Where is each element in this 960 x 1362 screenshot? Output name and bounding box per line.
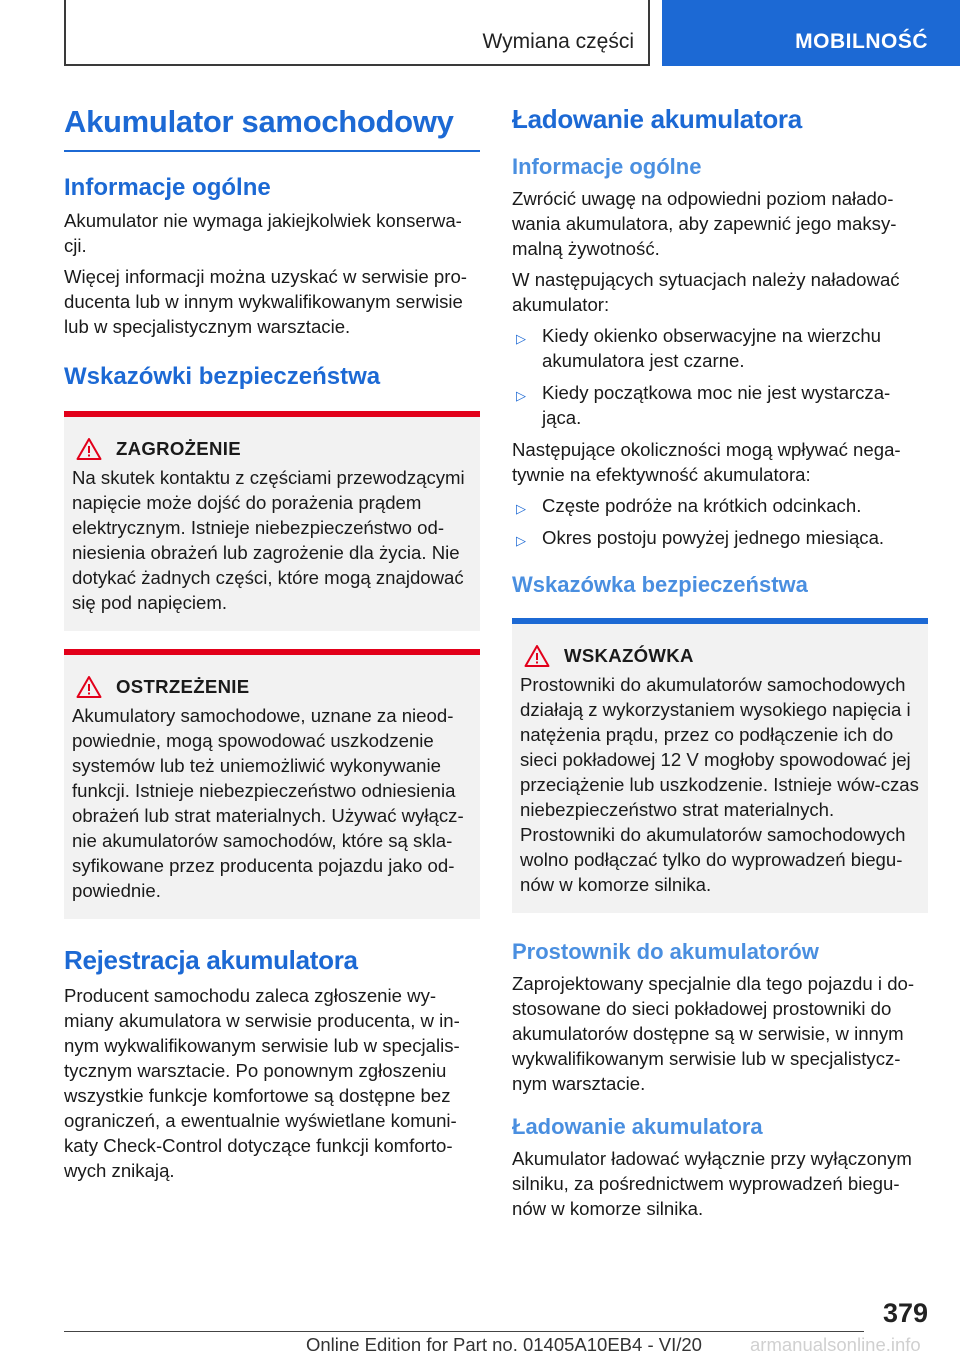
- warning-triangle-icon: [76, 437, 102, 461]
- page-title: Akumulator samochodowy: [64, 100, 480, 152]
- danger-text: Na skutek kontaktu z częściami przewodzącymi napięcie może dojść do porażenia prądem elektrycznym. Istnieje niebezpieczeństwo od-niesienia obrażeń lub zagrożenie dla życia. Nie dotykać żadnych części, które mogą znajdować się pod napięciem.: [72, 467, 465, 613]
- warning-text: Akumulatory samochodowe, uznane za nieod-powiednie, mogą spowodować uszkodzenie systemów lub też uniemożliwić wykonywanie funkcji. Istnieje niebezpieczeństwo odniesienia obrażeń lub strat materialnych. Używać wyłącz-nie akumulatorów samochodów, które są skla-syfikowane przez producenta pojazdu jako od-powiednie.: [72, 705, 464, 901]
- charging-general-heading: Informacje ogólne: [512, 154, 702, 179]
- charging-procedure-heading: Ładowanie akumulatora: [512, 1114, 763, 1139]
- right-column: [512, 100, 928, 1221]
- charging-general-paragraph-3: Następujące okoliczności mogą wpływać nega-tywnie na efektywność akumulatora:: [512, 439, 901, 485]
- page-number: 379: [882, 1298, 928, 1328]
- efficiency-factors-list: [512, 493, 928, 550]
- charger-text: Zaprojektowany specjalnie dla tego pojazdu i do-stosowane do sieci pokładowej prostowniki do akumulatorów dostępne są w serwisie, w innym wykwalifikowanym serwisie lub w specjalistycz-nym warsztacie.: [512, 973, 915, 1094]
- left-column: [64, 100, 480, 1183]
- list-item: ▷ Okres postoju powyżej jednego miesiąca.: [512, 525, 928, 550]
- warning-triangle-icon: [524, 644, 550, 668]
- header-chapter-tab[interactable]: [662, 0, 960, 66]
- charging-safety-heading: Wskazówka bezpieczeństwa: [512, 572, 808, 597]
- danger-header: [72, 435, 472, 463]
- charging-title: Ładowanie akumulatora: [512, 104, 802, 134]
- note-title: WSKAZÓWKA: [564, 645, 694, 666]
- note-text: Prostowniki do akumulatorów samochodowych działają z wykorzystaniem wysokiego napięcia i natężenia prądu, przez co podłączenie ich do sieci pokładowej 12 V mogłoby spowodować jej przeciążenie lub uszkodzenie. Istnieje wów-czas niebezpieczeństwo strat materialnych. Prostowniki do akumulatorów samochodowych wolno podłączać tylko do wyprowadzeń biegu-nów w komorze silnika.: [520, 674, 919, 895]
- triangle-right-icon: ▷: [516, 331, 526, 346]
- header-section-box: [64, 0, 650, 66]
- footer-divider: [64, 1331, 864, 1332]
- warning-triangle-icon: [76, 675, 102, 699]
- footer-watermark: armanualsonline.info: [750, 1334, 921, 1355]
- list-item: ▷ Kiedy początkowa moc nie jest wystarcza-jąca.: [516, 382, 891, 428]
- general-info-heading: Informacje ogólne: [64, 174, 271, 201]
- charging-conditions-list: [512, 323, 928, 430]
- charging-general-paragraph-1: Zwrócić uwagę na odpowiedni poziom nałado-wania akumulatora, aby zapewnić jego maksy-malną żywotność.: [512, 188, 897, 259]
- triangle-right-icon: ▷: [516, 388, 526, 403]
- list-item: ▷ Częste podróże na krótkich odcinkach.: [512, 493, 928, 518]
- danger-box: [64, 411, 480, 631]
- header-section-title: Wymiana części: [482, 30, 634, 53]
- triangle-right-icon: ▷: [516, 501, 526, 516]
- footer-edition: Online Edition for Part no. 01405A10EB4 - VI/20: [306, 1334, 702, 1355]
- warning-title: OSTRZEŻENIE: [116, 676, 250, 697]
- registration-text: Producent samochodu zaleca zgłoszenie wy-miany akumulatora w serwisie producenta, w in-nym wykwalifikowanym serwisie lub w specjalis-tycznym warsztacie. Po ponownym zgłoszeniu wszystkie funkcje komfortowe są dostępne bez ograniczeń, a ewentualnie wyświetlane komuni-katy Check-Control dotyczące funkcji komforto-wych znikają.: [64, 985, 460, 1181]
- charging-general-paragraph-2: W następujących sytuacjach należy naładować akumulator:: [512, 269, 900, 315]
- safety-heading: Wskazówki bezpieczeństwa: [64, 363, 381, 390]
- charging-procedure-text: Akumulator ładować wyłącznie przy wyłączonym silniku, za pośrednictwem wyprowadzeń biegu-nów w komorze silnika.: [512, 1148, 912, 1219]
- warning-box: [64, 649, 480, 919]
- general-info-paragraph-2: Więcej informacji można uzyskać w serwisie pro-ducenta lub w innym wykwalifikowanym serwisie lub w specjalistycznym warsztacie.: [64, 266, 467, 337]
- charger-heading: Prostownik do akumulatorów: [512, 939, 819, 964]
- general-info-paragraph-1: Akumulator nie wymaga jakiejkolwiek konserwa-cji.: [64, 210, 462, 256]
- list-item: ▷ Kiedy okienko obserwacyjne na wierzchu akumulatora jest czarne.: [516, 325, 881, 371]
- warning-header: [72, 673, 472, 701]
- note-header: [520, 642, 920, 670]
- header-chapter-label: MOBILNOŚĆ: [795, 30, 928, 53]
- danger-title: ZAGROŻENIE: [116, 438, 241, 459]
- note-box: [512, 618, 928, 913]
- registration-heading: Rejestracja akumulatora: [64, 945, 358, 975]
- triangle-right-icon: ▷: [516, 533, 526, 548]
